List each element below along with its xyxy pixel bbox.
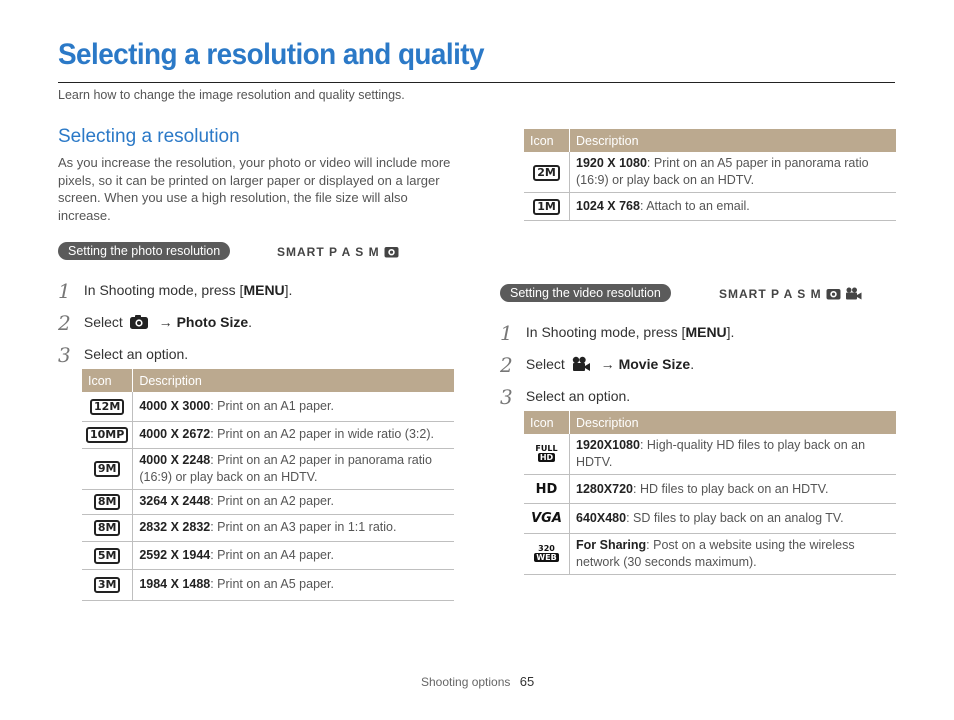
video-resolution-pill: Setting the video resolution [500,284,671,302]
step-text: Select [83,314,123,330]
table-row [82,448,454,489]
row-description: 3264 X 2448: Print on an A2 paper. [133,489,454,514]
camera-icon [129,314,149,330]
row-description: 1984 X 1488: Print on an A5 paper. [133,569,454,600]
step-text: Select an option. [525,388,631,404]
arrow-icon: → [158,314,173,330]
photo-step-3 [58,343,188,367]
arrow-icon: → [600,356,615,372]
step-number: 2 [500,353,513,377]
step-text: Select [525,356,565,372]
table-header-row [524,411,896,434]
dual-is-icon [384,245,399,258]
movie-mode-icon [845,287,862,300]
table-row [524,534,896,575]
video-step-3 [500,385,630,409]
table-row [82,569,454,600]
step-number: 2 [58,311,71,335]
table-row [82,421,454,448]
full-hd-icon: FULL HD [524,434,570,475]
row-description: 2832 X 2832: Print on an A3 paper in 1:1 ratio. [133,514,454,541]
resolution-icon: 8M [82,489,133,514]
step-text-end: ]. [726,324,735,340]
description-column-header: Description [570,129,897,152]
step-number: 1 [500,321,513,345]
row-description: 2592 X 1944: Print on an A4 paper. [133,541,454,569]
page-number: 65 [519,674,535,689]
table-row [524,193,896,221]
row-description: 4000 X 2672: Print on an A2 paper in wide ratio (3:2). [133,421,454,448]
title-divider [58,82,895,83]
step-text: Select an option. [83,346,189,362]
photo-step-2 [58,311,252,335]
table-row [524,152,896,193]
resolution-icon: 10MP [82,421,133,448]
icon-column-header: Icon [524,129,570,152]
step-text-end: . [248,314,253,330]
step-number: 3 [500,385,513,409]
step-text-end: . [690,356,695,372]
resolution-icon: 8M [82,514,133,541]
table-header-row [82,369,454,392]
menu-key: MENU [243,282,285,298]
resolution-icon: 1M [524,193,570,221]
step-number: 1 [58,279,71,303]
table-row [82,541,454,569]
row-description: 4000 X 2248: Print on an A2 paper in panorama ratio (16:9) or play back on an HDTV. [133,448,454,489]
table-row [524,504,896,534]
page-footer [421,674,534,689]
table-row [82,514,454,541]
photo-step-1 [58,279,292,303]
step-text: In Shooting mode, press [ [525,324,686,340]
menu-target: Movie Size [618,356,691,372]
row-description: 1024 X 768: Attach to an email. [570,193,897,221]
step-text: In Shooting mode, press [ [83,282,244,298]
photo-resolution-table-continued [524,129,896,221]
page-title: Selecting a resolution and quality [58,38,484,71]
step-number: 3 [58,343,71,367]
hd-icon: HD [524,475,570,504]
table-row [82,392,454,421]
sharing-icon: 320 WEB [524,534,570,575]
section-heading: Selecting a resolution [58,126,240,147]
table-header-row [524,129,896,152]
table-row [82,489,454,514]
movie-camera-icon [571,356,591,372]
mode-labels: SMART P A S M [719,287,822,301]
row-description: 4000 X 3000: Print on an A1 paper. [133,392,454,421]
step-text-end: ]. [284,282,293,298]
row-description: 1920 X 1080: Print on an A5 paper in panorama ratio (16:9) or play back on an HDTV. [570,152,897,193]
row-description: 640X480: SD files to play back on an analog TV. [570,504,897,534]
video-resolution-table [524,411,896,575]
row-description: 1280X720: HD files to play back on an HDTV. [570,475,897,504]
page-subtitle: Learn how to change the image resolution and quality settings. [58,88,405,102]
dual-is-icon [826,287,841,300]
icon-column-header: Icon [524,411,570,434]
row-description: 1920X1080: High-quality HD files to play back on an HDTV. [570,434,897,475]
photo-resolution-pill: Setting the photo resolution [58,242,230,260]
photo-mode-icons [277,245,399,259]
icon-column-header: Icon [82,369,133,392]
video-step-2 [500,353,694,377]
menu-key: MENU [685,324,727,340]
description-column-header: Description [570,411,897,434]
resolution-icon: 9M [82,448,133,489]
resolution-icon: 3M [82,569,133,600]
video-mode-icons [719,287,862,301]
photo-resolution-table [82,369,454,601]
table-row [524,434,896,475]
video-step-1 [500,321,734,345]
resolution-icon: 2M [524,152,570,193]
row-description: For Sharing: Post on a website using the wireless network (30 seconds maximum). [570,534,897,575]
mode-labels: SMART P A S M [277,245,380,259]
table-row [524,475,896,504]
vga-icon: VGA [524,504,570,534]
menu-target: Photo Size [176,314,249,330]
description-column-header: Description [133,369,454,392]
resolution-icon: 12M [82,392,133,421]
footer-section: Shooting options [421,675,511,689]
intro-paragraph: As you increase the resolution, your photo or video will include more pixels, so it can be printed on larger paper or displayed on a larger screen. When you use a high resolution, the file size will also increase. [58,155,451,223]
resolution-icon: 5M [82,541,133,569]
